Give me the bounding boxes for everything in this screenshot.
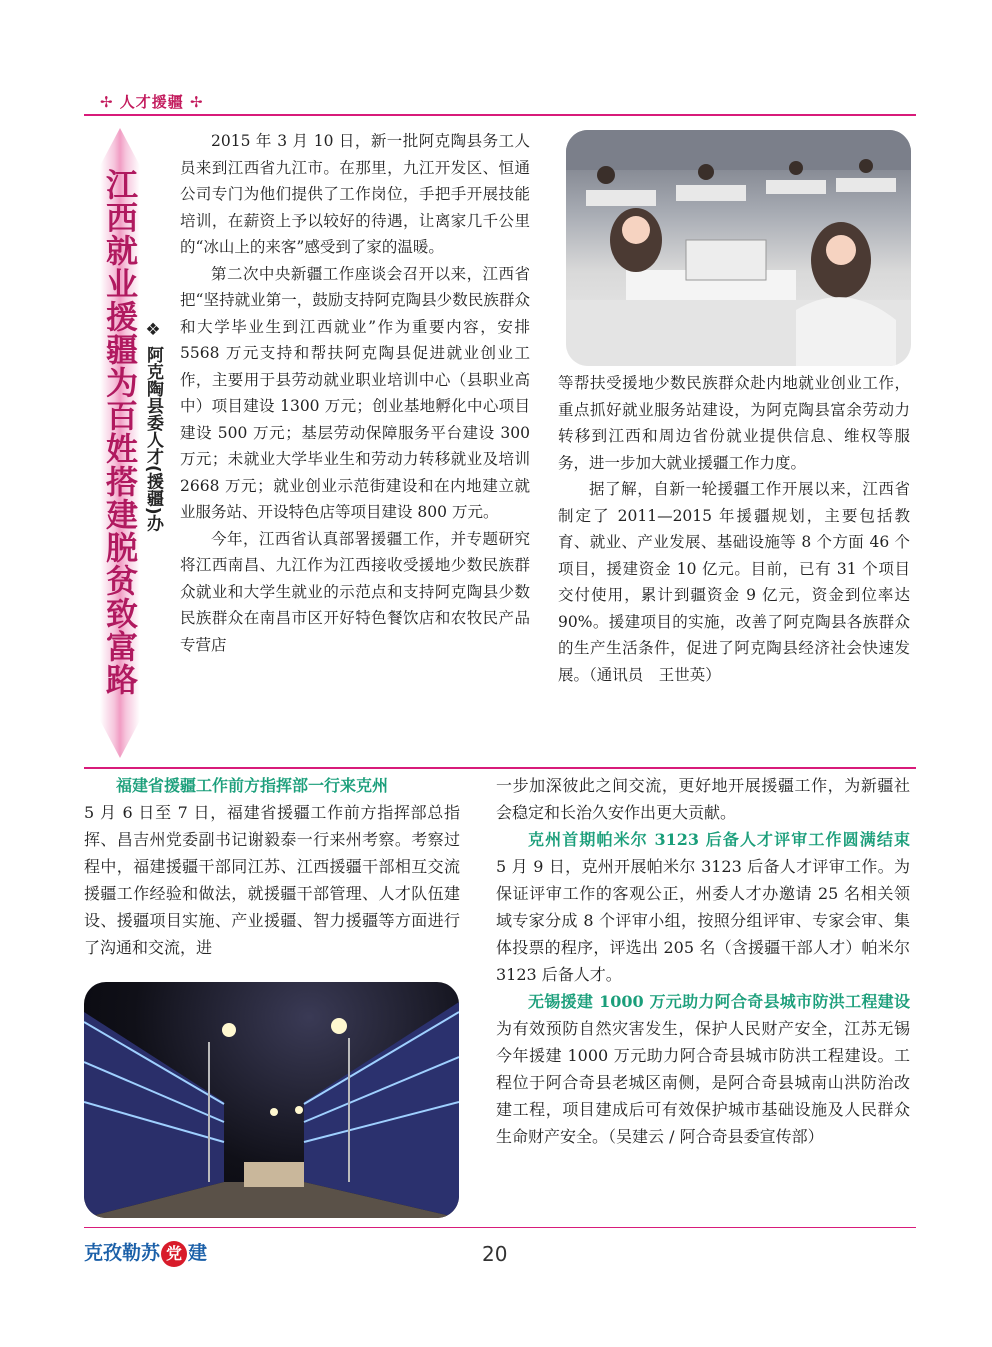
news-item — [496, 826, 910, 988]
news-body: 5 月 6 日至 7 日，福建省援疆工作前方指挥部总指挥、昌吉州党委副书记谢毅泰一行来州考察。考察过程中，福建援疆干部同江苏、江西援疆干部相互交流援疆工作经验和做法，就援疆干部管理、人才队伍建设、援疆项目实施、产业援疆、智力援疆等方面进行了沟通和交流，进 — [84, 803, 460, 957]
workshop-photo — [566, 130, 911, 366]
news-left-column — [84, 772, 460, 961]
logo-suffix: 建 — [188, 1242, 208, 1264]
news-headline: 无锡援建 1000 万元助力阿合奇县城市防洪工程建设 — [528, 992, 910, 1011]
article-paragraph: 据了解，自新一轮援疆工作开展以来，江西省制定了 2011—2015 年援疆规划，主要包括教育、就业、产业发展、基础设施等 8 个方面 46 个项目，援建资金 10 亿元。目前，已有 31 个项目交付使用，累计到疆资金 9 亿元，资金到位率达 90%。援建项目的实施，改善了阿克陶县各族群众的生产生活条件，促进了阿克陶县经济社会快速发展。（通讯员 王世英） — [558, 480, 910, 684]
article-author: ❖ 阿克陶县委人才(援疆)办 — [143, 320, 163, 532]
article-left-column — [180, 128, 530, 658]
news-body: 5 月 9 日，克州开展帕米尔 3123 后备人才评审工作。为保证评审工作的客观公正，州委人才办邀请 25 名相关领域专家分成 8 个评审小组，按照分组评审、专家会审、集体投票的程序，评选出 205 名（含援疆干部人才）帕米尔 3123 后备人才。 — [496, 857, 910, 984]
magazine-logo — [84, 1238, 207, 1267]
article-paragraph: 等帮扶受援地少数民族群众赴内地就业创业工作，重点抓好就业服务站建设，为阿克陶县富余劳动力转移到江西和周边省份就业提供信息、维权等服务，进一步加大就业援疆工作力度。 — [558, 374, 910, 472]
news-right-column — [496, 772, 910, 1150]
article-paragraph: 第二次中央新疆工作座谈会召开以来，江西省把“坚持就业第一，鼓励支持阿克陶县少数民族群众和大学毕业生到江西就业”作为重要内容，安排 5568 万元支持和帮扶阿克陶县促进就业创业工作，主要用于县劳动就业职业培训中心（县职业高中）项目建设 1300 万元；创业基地孵化中心项目建设 500 万元；基层劳动保障服务平台建设 300 万元；未就业大学毕业生和劳动力转移就业及培训 2668 万元；就业创业示范街建设和在内地建立就业服务站、开设特色店等项目建设 800 万元。 — [180, 264, 530, 521]
page-number: 20 — [482, 1242, 508, 1266]
news-headline: 克州首期帕米尔 3123 后备人才评审工作圆满结束 — [528, 830, 910, 849]
article-right-column — [558, 370, 910, 688]
section-tag: ✢ 人才援疆 ✢ — [100, 93, 204, 111]
article-paragraph: 今年，江西省认真部署援疆工作，并专题研究将江西南昌、九江作为江西接收受援地少数民族群众就业和大学生就业的示范点和支持阿克陶县少数民族群众在南昌市区开好特色餐饮店和农牧民产品专营店 — [180, 529, 530, 654]
article-title: 江西就业援疆为百姓搭建脱贫致富路 — [101, 168, 139, 696]
footer-rule — [84, 1227, 916, 1228]
logo-prefix: 克孜勒苏 — [84, 1242, 161, 1264]
news-item — [84, 772, 460, 799]
article-paragraph: 2015 年 3 月 10 日，新一批阿克陶县务工人员来到江西省九江市。在那里，九江开发区、恒通公司专门为他们提供了工作岗位，手把手开展技能培训，在薪资上予以较好的待遇，让离家几千公里的“冰山上的来客”感受到了家的温暖。 — [180, 132, 530, 256]
news-continuation: 一步加深彼此之间交流，更好地开展援疆工作，为新疆社会稳定和长治久安作出更大贡献。 — [496, 776, 910, 822]
logo-party-badge: 党 — [161, 1241, 187, 1267]
news-item — [496, 988, 910, 1150]
header-rule — [84, 114, 916, 116]
night-street-photo — [84, 982, 459, 1218]
section-divider — [84, 767, 916, 769]
news-headline: 福建省援疆工作前方指挥部一行来克州 — [116, 776, 389, 795]
news-body: 为有效预防自然灾害发生，保护人民财产安全，江苏无锡今年援建 1000 万元助力阿合奇县城市防洪工程建设。工程位于阿合奇县老城区南侧，是阿合奇县城南山洪防治改建工程，项目建成后可有效保护城市基础设施及人民群众生命财产安全。（吴建云 / 阿合奇县委宣传部） — [496, 1019, 910, 1146]
